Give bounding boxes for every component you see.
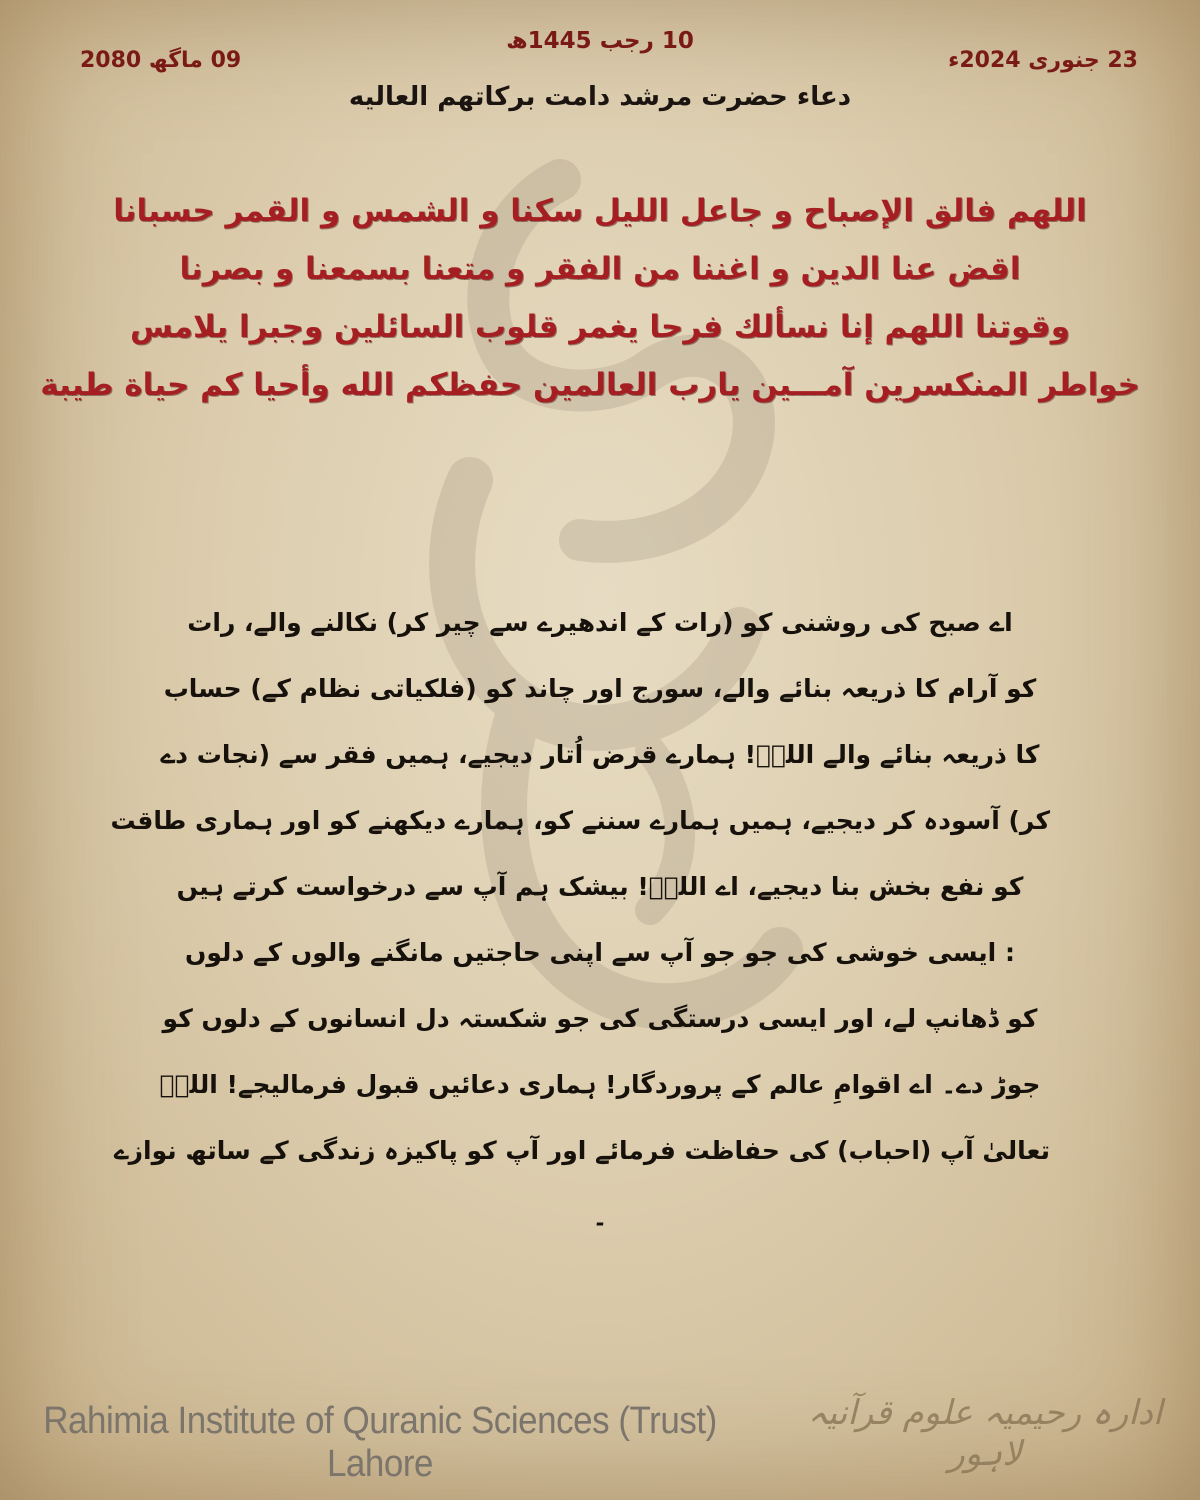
urdu-translation-line: کر) آسودہ کر دیجیے، ہمیں ہمارے سننے کو، ہمارے دیکھنے کو اور ہماری طاقت [110, 806, 1050, 835]
urdu-translation-line: : ایسی خوشی کی جو جو آپ سے اپنی حاجتیں مانگنے والوں کے دلوں [185, 938, 1015, 967]
arabic-dua-line: اقض عنا الدين و اغننا من الفقر و متعنا بسمعنا و بصرنا [179, 251, 1021, 287]
arabic-dua-line: وقوتنا اللهم إنا نسألك فرحا يغمر قلوب السائلين وجبرا يلامس [130, 309, 1070, 345]
arabic-dua-line: اللهم فالق الإصباح و جاعل الليل سكنا و الشمس و القمر حسبانا [113, 193, 1087, 229]
page-title: دعاء حضرت مرشد دامت برکاتهم العالیه [348, 82, 852, 112]
arabic-dua-line: خواطر المنكسرين آمـــين يارب العالمين حفظكم الله وأحيا كم حياة طيبة [40, 367, 1140, 403]
urdu-translation-line: کو نفع بخش بنا دیجیے، اے اللہؐ! بیشک ہم آپ سے درخواست کرتے ہیں [176, 872, 1024, 901]
date-bikrami: 09 ماگھ 2080 [80, 48, 242, 73]
urdu-translation-block [110, 590, 1050, 1250]
date-gregorian: 23 جنوری 2024ء [948, 48, 1138, 73]
urdu-translation-line: کو آرام کا ذریعہ بنائے والے، سورج اور چاند کو (فلکیاتی نظام کے) حساب [163, 674, 1037, 703]
urdu-translation-line: تعالیٰ آپ (احباب) کی حفاظت فرمائے اور آپ کو پاکیزہ زندگی کے ساتھ نوازے [113, 1136, 1050, 1165]
urdu-translation-line: اے صبح کی روشنی کو (رات کے اندھیرے سے چیر کر) نکالنے والے، رات [187, 608, 1013, 637]
date-hijri: 10 رجب 1445ھ [506, 28, 694, 54]
urdu-translation-line: کا ذریعہ بنائے والے اللہؐ! ہمارے قرض اُتار دیجیے، ہمیں فقر سے (نجات دے [160, 740, 1040, 769]
arabic-dua-block [40, 182, 1140, 414]
institute-name-english: Rahimia Institute of Quranic Sciences (Trust) Lahore [43, 1400, 717, 1485]
urdu-translation-line: جوڑ دے۔ اے اقوامِ عالم کے پروردگار! ہماری دعائیں قبول فرمالیجے! اللہؐ [159, 1070, 1041, 1099]
urdu-translation-line: کو ڈھانپ لے، اور ایسی درستگی کی جو شکستہ دل انسانوں کے دلوں کو [162, 1004, 1038, 1033]
urdu-translation-line: ۔ [592, 1202, 608, 1231]
institute-logo-urdu: ادارہ رحیمیہ علوم قرآنیہ لاہور [807, 1393, 1163, 1474]
